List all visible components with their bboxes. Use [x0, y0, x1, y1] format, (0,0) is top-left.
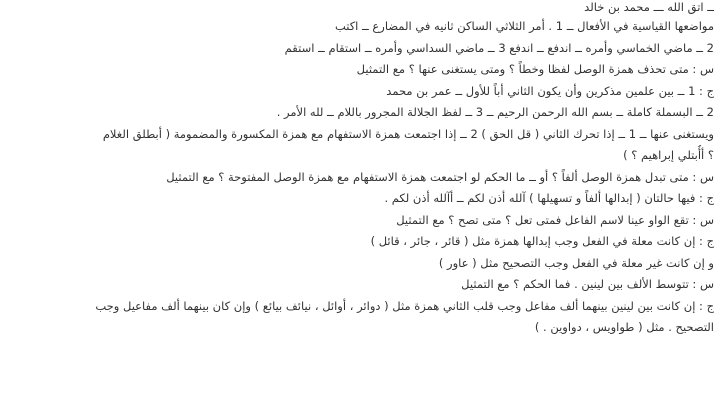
- text-line: س : متى تبدل همزة الوصل ألفاً ؟ أو ــ ما الحكم لو اجتمعت همزة الاستفهام مع همزة الوصل المفتوحة ؟ مع التمثيل: [166, 169, 714, 184]
- text-line: و إن كانت غير معلة في الفعل وجب التصحيح مثل ( عاور ): [438, 255, 714, 270]
- text-line: س : تتوسط الألف بين لينين . فما الحكم ؟ مع التمثيل: [461, 277, 714, 291]
- text-line: س : تقع الواو عينا لاسم الفاعل فمتى تعل ؟ متى تصح ؟ مع التمثيل: [396, 212, 714, 227]
- text-line: ج : إن كانت بين لينين بينهما ألف مفاعل وجب قلب الثاني همزة مثل ( دوائر ، أوائل ، نيائف بيائع ) وإن كان بينهما ألف مفاعيل وجب: [95, 298, 714, 313]
- text-line: التصحيح . مثل ( طواويس ، دواوين . ): [534, 320, 714, 334]
- text-line: ويستغنى عنها ــ 1 ــ إذا تحرك الثاني ( قل الحق ) 2 ــ إذا اجتمعت همزة الاستفهام مع همزة المكسورة والمضمومة ( أبطلق الغلام: [102, 126, 714, 141]
- text-line: مواضعها القياسية في الأفعال ــ 1 . أمر الثلاثي الساكن ثانيه في المضارع ــ اكتب: [334, 19, 714, 33]
- text-line: ج : إن كانت معلة في الفعل وجب إبدالها همزة مثل ( قائر ، جائر ، قائل ): [370, 234, 714, 248]
- text-line: 2 ــ البسملة كاملة ــ بسم الله الرحمن الرحيم ــ 3 ــ لفظ الجلالة المجرور باللام ــ لله الأمر .: [276, 105, 714, 119]
- text-line: س : متى تحذف همزة الوصل لفظا وخطاً ؟ ومتى يستغنى عنها ؟ مع التمثيل: [356, 62, 714, 76]
- text-line: 2 ــ ماضي الخماسي وأمره ــ اندفع ــ اندفع 3 ــ ماضي السداسي وأمره ــ استقام ــ استقم: [284, 40, 714, 55]
- text-line: ج : فيها حالتان ( إبدالها ألفاً و تسهيلها ) آلله أذن لكم ــ أآلله أذن لكم .: [384, 191, 714, 205]
- text-line: ــ اتق الله ـــ محمد بن خالد: [584, 1, 714, 14]
- text-line: ؟ أأُبتلي إبراهيم ؟ ): [623, 148, 714, 162]
- text-line: ج : 1 ــ بين علمين مذكرين وأن يكون الثاني أباً للأول ــ عمر بن محمد: [386, 83, 714, 98]
